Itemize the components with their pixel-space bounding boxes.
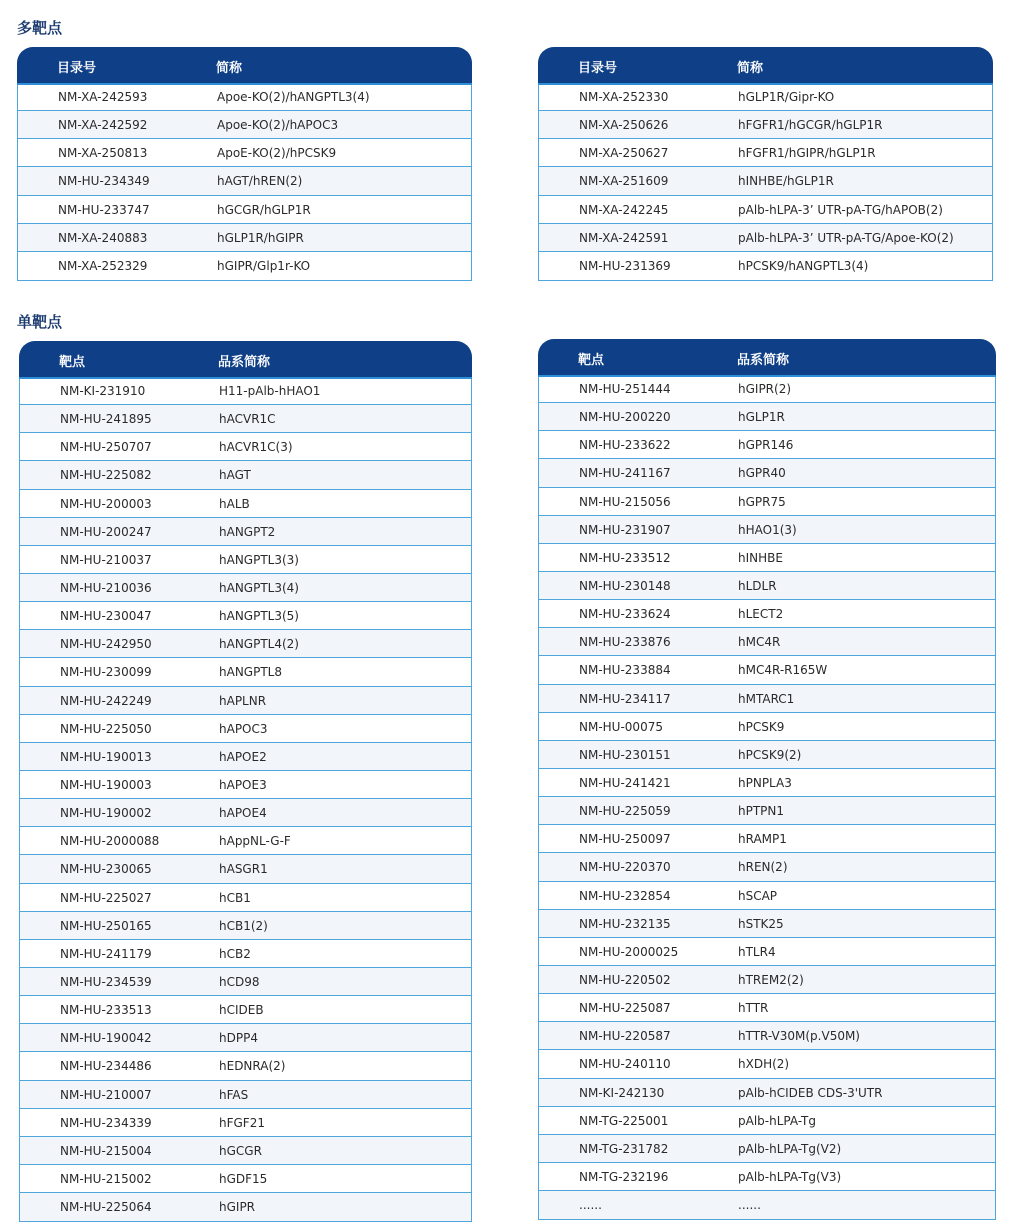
strain-name: hREN(2) xyxy=(738,860,788,875)
catalog-number: NM-HU-225082 xyxy=(60,468,152,483)
strain-name: hANGPTL3(5) xyxy=(219,609,299,624)
table-row xyxy=(539,167,992,195)
strain-name: hTREM2(2) xyxy=(738,972,804,987)
catalog-number: NM-XA-250627 xyxy=(579,146,669,161)
strain-name: hGCGR/hGLP1R xyxy=(217,202,311,217)
strain-name: hMC4R xyxy=(738,635,781,650)
table-row xyxy=(539,83,992,111)
header-id: 目录号 xyxy=(578,61,618,76)
table-row xyxy=(20,687,471,715)
table-row xyxy=(20,658,471,686)
table-row xyxy=(20,377,471,405)
strain-name: hGPR40 xyxy=(738,466,786,481)
strain-name: Apoe-KO(2)/hANGPTL3(4) xyxy=(217,90,370,104)
strain-name: hANGPT2 xyxy=(219,524,276,539)
strain-name: hINHBE xyxy=(738,550,783,565)
catalog-number: NM-HU-241421 xyxy=(579,775,671,790)
catalog-number: NM-HU-233747 xyxy=(58,202,150,217)
single-target-table-left xyxy=(19,341,472,1222)
catalog-number: NM-XA-242593 xyxy=(58,90,148,104)
header-name: 品系简称 xyxy=(737,353,790,368)
catalog-number: NM-HU-233513 xyxy=(60,1003,152,1018)
table-row xyxy=(539,431,995,459)
strain-name: hGLP1R/Gipr-KO xyxy=(738,90,835,104)
catalog-number: NM-HU-225087 xyxy=(579,1001,671,1016)
table-row xyxy=(539,516,995,544)
table-row xyxy=(20,940,471,968)
header-name: 简称 xyxy=(216,61,243,76)
strain-name: hHAO1(3) xyxy=(738,522,797,537)
strain-name: Apoe-KO(2)/hAPOC3 xyxy=(217,118,339,133)
strain-name: ...... xyxy=(738,1198,761,1213)
table-row xyxy=(539,994,995,1022)
catalog-number: NM-HU-00075 xyxy=(579,719,663,734)
catalog-number: NM-HU-233512 xyxy=(579,550,671,565)
catalog-number: NM-HU-234117 xyxy=(579,691,671,706)
table-row xyxy=(539,1050,995,1078)
strain-name: hANGPTL4(2) xyxy=(219,637,299,652)
strain-name: hMTARC1 xyxy=(738,691,795,706)
strain-name: hGIPR(2) xyxy=(738,382,792,396)
strain-name: hPCSK9(2) xyxy=(738,747,802,762)
table-row xyxy=(539,741,995,769)
catalog-number: NM-HU-242950 xyxy=(60,637,152,652)
catalog-number: NM-HU-250165 xyxy=(60,918,152,933)
catalog-number: NM-HU-2000088 xyxy=(60,834,160,849)
multi-target-table-left xyxy=(17,47,472,281)
table-row xyxy=(20,461,471,489)
catalog-number: NM-HU-210036 xyxy=(60,580,152,595)
strain-name: hAGT xyxy=(219,468,251,483)
catalog-number: NM-HU-241167 xyxy=(579,466,671,481)
catalog-number: NM-HU-230047 xyxy=(60,609,152,624)
strain-name: H11-pAlb-hHAO1 xyxy=(219,384,321,398)
strain-name: hANGPTL8 xyxy=(219,665,282,680)
catalog-number: NM-HU-220587 xyxy=(579,1029,671,1044)
strain-name: hANGPTL3(4) xyxy=(219,580,299,595)
table-row xyxy=(20,574,471,602)
header-id: 靶点 xyxy=(578,353,605,368)
table-header xyxy=(538,47,993,83)
table-row xyxy=(18,196,471,224)
strain-name: hEDNRA(2) xyxy=(219,1059,286,1074)
catalog-number: NM-HU-210007 xyxy=(60,1087,152,1102)
table-row xyxy=(20,827,471,855)
catalog-number: NM-HU-190013 xyxy=(60,749,152,764)
table-row xyxy=(539,544,995,572)
catalog-number: NM-HU-250707 xyxy=(60,440,152,455)
strain-name: hAPLNR xyxy=(219,693,267,708)
strain-name: hAPOE4 xyxy=(219,806,267,821)
strain-name: hGLP1R/hGIPR xyxy=(217,230,304,245)
strain-name: hCD98 xyxy=(219,974,260,989)
catalog-number: NM-HU-234349 xyxy=(58,174,150,189)
catalog-number: NM-HU-233884 xyxy=(579,663,671,678)
table-row xyxy=(539,1191,995,1219)
strain-name: hGIPR/Glp1r-KO xyxy=(217,258,311,273)
table-row xyxy=(20,1024,471,1052)
strain-name: pAlb-hLPA-3’ UTR-pA-TG/Apoe-KO(2) xyxy=(738,230,954,245)
table-row xyxy=(539,488,995,516)
strain-name: hDPP4 xyxy=(219,1031,258,1046)
catalog-number: NM-HU-231369 xyxy=(579,258,671,273)
strain-name: hGDF15 xyxy=(219,1171,268,1186)
catalog-number: NM-HU-220502 xyxy=(579,972,671,987)
table-row xyxy=(539,1135,995,1163)
catalog-number: NM-TG-225001 xyxy=(579,1113,669,1128)
strain-name: hAPOE2 xyxy=(219,749,267,764)
strain-name: ApoE-KO(2)/hPCSK9 xyxy=(217,146,337,161)
table-row xyxy=(20,855,471,883)
table-row xyxy=(539,1163,995,1191)
table-row xyxy=(539,252,992,280)
multi-target-heading: 多靶点 xyxy=(17,19,63,37)
table-row xyxy=(18,252,471,280)
catalog-number: NM-HU-230151 xyxy=(579,747,671,762)
catalog-number: NM-HU-210037 xyxy=(60,552,152,567)
table-row xyxy=(20,602,471,630)
single-target-table-right xyxy=(538,339,996,1220)
catalog-number: NM-XA-250626 xyxy=(579,118,669,133)
catalog-number: NM-XA-250813 xyxy=(58,146,148,161)
catalog-number: NM-XA-251609 xyxy=(579,174,669,189)
catalog-number: NM-HU-200003 xyxy=(60,496,152,511)
catalog-number: NM-HU-190002 xyxy=(60,806,152,821)
table-body xyxy=(17,83,472,281)
header-id: 目录号 xyxy=(57,61,97,76)
table-row xyxy=(539,459,995,487)
strain-name: hCB2 xyxy=(219,946,251,961)
strain-name: hACVR1C(3) xyxy=(219,440,293,455)
catalog-number: NM-XA-252329 xyxy=(58,258,148,273)
catalog-number: NM-XA-240883 xyxy=(58,230,148,245)
catalog-number: NM-HU-215004 xyxy=(60,1143,152,1158)
strain-name: hINHBE/hGLP1R xyxy=(738,174,834,189)
strain-name: hTLR4 xyxy=(738,944,776,959)
table-row xyxy=(20,433,471,461)
strain-name: hMC4R-R165W xyxy=(738,663,828,678)
multi-target-table-right xyxy=(538,47,993,281)
catalog-number: NM-HU-215002 xyxy=(60,1171,152,1186)
catalog-number: NM-HU-234539 xyxy=(60,974,152,989)
catalog-number: NM-HU-231907 xyxy=(579,522,671,537)
table-row xyxy=(539,825,995,853)
strain-name: hRAMP1 xyxy=(738,832,787,847)
strain-name: hGCGR xyxy=(219,1143,262,1158)
table-row xyxy=(539,910,995,938)
catalog-number: ...... xyxy=(579,1198,602,1213)
catalog-number: NM-HU-234339 xyxy=(60,1115,152,1130)
table-row xyxy=(20,1165,471,1193)
catalog-number: NM-HU-232854 xyxy=(579,888,671,903)
strain-name: hPTPN1 xyxy=(738,804,785,819)
table-row xyxy=(18,224,471,252)
catalog-number: NM-HU-241895 xyxy=(60,412,152,427)
strain-name: pAlb-hCIDEB CDS-3'UTR xyxy=(738,1085,883,1100)
table-row xyxy=(20,743,471,771)
catalog-number: NM-HU-215056 xyxy=(579,494,671,509)
catalog-number: NM-HU-240110 xyxy=(579,1057,671,1072)
strain-name: hCIDEB xyxy=(219,1003,264,1018)
strain-name: hGIPR xyxy=(219,1200,256,1215)
catalog-number: NM-XA-242592 xyxy=(58,118,148,133)
table-row xyxy=(539,572,995,600)
table-body xyxy=(538,83,993,281)
strain-name: pAlb-hLPA-Tg xyxy=(738,1113,816,1128)
table-row xyxy=(539,403,995,431)
catalog-number: NM-HU-190042 xyxy=(60,1031,152,1046)
header-name: 简称 xyxy=(737,61,764,76)
table-row xyxy=(20,1109,471,1137)
catalog-number: NM-HU-225059 xyxy=(579,804,671,819)
header-name: 品系简称 xyxy=(218,355,271,370)
catalog-number: NM-HU-230148 xyxy=(579,578,671,593)
catalog-number: NM-KI-242130 xyxy=(579,1085,665,1100)
catalog-number: NM-HU-200220 xyxy=(579,410,671,425)
table-row xyxy=(20,546,471,574)
table-body xyxy=(19,377,472,1222)
table-row xyxy=(539,628,995,656)
catalog-number: NM-HU-200247 xyxy=(60,524,152,539)
table-row xyxy=(539,938,995,966)
catalog-number: NM-HU-2000025 xyxy=(579,944,679,959)
table-row xyxy=(539,375,995,403)
catalog-number: NM-HU-242249 xyxy=(60,693,152,708)
strain-name: hLECT2 xyxy=(738,607,784,622)
table-row xyxy=(539,1022,995,1050)
table-row xyxy=(539,111,992,139)
strain-name: hAPOC3 xyxy=(219,721,268,736)
table-row xyxy=(20,799,471,827)
catalog-number: NM-XA-252330 xyxy=(579,90,669,104)
table-row xyxy=(18,139,471,167)
table-row xyxy=(539,769,995,797)
table-row xyxy=(539,224,992,252)
table-row xyxy=(539,1079,995,1107)
catalog-number: NM-HU-233876 xyxy=(579,635,671,650)
table-row xyxy=(539,882,995,910)
strain-name: pAlb-hLPA-3’ UTR-pA-TG/hAPOB(2) xyxy=(738,202,943,217)
table-row xyxy=(20,968,471,996)
table-row xyxy=(20,518,471,546)
catalog-number: NM-HU-234486 xyxy=(60,1059,152,1074)
catalog-number: NM-HU-225027 xyxy=(60,890,152,905)
table-row xyxy=(20,715,471,743)
table-header xyxy=(17,47,472,83)
table-row xyxy=(20,771,471,799)
catalog-number: NM-HU-241179 xyxy=(60,946,152,961)
strain-name: hASGR1 xyxy=(219,862,268,877)
table-row xyxy=(539,196,992,224)
table-row xyxy=(539,713,995,741)
strain-name: hLDLR xyxy=(738,578,777,593)
strain-name: pAlb-hLPA-Tg(V2) xyxy=(738,1141,842,1156)
catalog-number: NM-HU-225064 xyxy=(60,1200,152,1215)
table-row xyxy=(20,1137,471,1165)
table-row xyxy=(539,966,995,994)
single-target-heading: 单靶点 xyxy=(17,313,63,331)
strain-name: hGPR75 xyxy=(738,494,786,509)
catalog-number: NM-XA-242245 xyxy=(579,202,669,217)
strain-name: hFGFR1/hGIPR/hGLP1R xyxy=(738,146,876,161)
catalog-number: NM-HU-232135 xyxy=(579,916,671,931)
table-row xyxy=(539,656,995,684)
table-row xyxy=(20,996,471,1024)
catalog-number: NM-HU-250097 xyxy=(579,832,671,847)
catalog-number: NM-HU-233622 xyxy=(579,438,671,453)
catalog-number: NM-KI-231910 xyxy=(60,384,146,398)
strain-name: hFGFR1/hGCGR/hGLP1R xyxy=(738,118,883,133)
strain-name: hGPR146 xyxy=(738,438,794,453)
table-row xyxy=(18,111,471,139)
strain-name: pAlb-hLPA-Tg(V3) xyxy=(738,1169,842,1184)
catalog-number: NM-HU-251444 xyxy=(579,382,671,396)
table-row xyxy=(20,1193,471,1221)
strain-name: hAPOE3 xyxy=(219,777,267,792)
catalog-number: NM-HU-220370 xyxy=(579,860,671,875)
table-row xyxy=(20,1081,471,1109)
strain-name: hPCSK9/hANGPTL3(4) xyxy=(738,258,869,273)
table-row xyxy=(20,490,471,518)
table-row xyxy=(20,912,471,940)
catalog-number: NM-TG-232196 xyxy=(579,1169,669,1184)
strain-name: hGLP1R xyxy=(738,410,785,425)
table-row xyxy=(539,139,992,167)
strain-name: hCB1 xyxy=(219,890,251,905)
table-row xyxy=(20,1052,471,1080)
table-row xyxy=(539,1107,995,1135)
table-row xyxy=(539,797,995,825)
header-id: 靶点 xyxy=(59,355,86,370)
strain-name: hALB xyxy=(219,496,250,511)
table-header xyxy=(538,339,996,375)
table-body xyxy=(538,375,996,1220)
strain-name: hPCSK9 xyxy=(738,719,785,734)
strain-name: hTTR xyxy=(738,1001,769,1016)
table-row xyxy=(539,600,995,628)
table-row xyxy=(18,167,471,195)
strain-name: hACVR1C xyxy=(219,412,276,427)
table-row xyxy=(539,685,995,713)
strain-name: hCB1(2) xyxy=(219,918,268,933)
strain-name: hANGPTL3(3) xyxy=(219,552,299,567)
catalog-number: NM-HU-233624 xyxy=(579,607,671,622)
strain-name: hSTK25 xyxy=(738,916,784,931)
table-header xyxy=(19,341,472,377)
table-row xyxy=(20,630,471,658)
table-row xyxy=(20,405,471,433)
table-row xyxy=(539,853,995,881)
strain-name: hXDH(2) xyxy=(738,1057,790,1072)
catalog-number: NM-HU-230099 xyxy=(60,665,152,680)
catalog-number: NM-TG-231782 xyxy=(579,1141,669,1156)
table-row xyxy=(18,83,471,111)
catalog-number: NM-HU-230065 xyxy=(60,862,152,877)
strain-name: hFAS xyxy=(219,1087,249,1102)
catalog-number: NM-HU-190003 xyxy=(60,777,152,792)
strain-name: hTTR-V30M(p.V50M) xyxy=(738,1029,860,1044)
strain-name: hFGF21 xyxy=(219,1115,265,1130)
catalog-number: NM-HU-225050 xyxy=(60,721,152,736)
catalog-number: NM-XA-242591 xyxy=(579,230,669,245)
strain-name: hAGT/hREN(2) xyxy=(217,174,303,189)
strain-name: hAppNL-G-F xyxy=(219,834,291,849)
table-row xyxy=(20,884,471,912)
strain-name: hPNPLA3 xyxy=(738,775,792,790)
strain-name: hSCAP xyxy=(738,888,778,903)
